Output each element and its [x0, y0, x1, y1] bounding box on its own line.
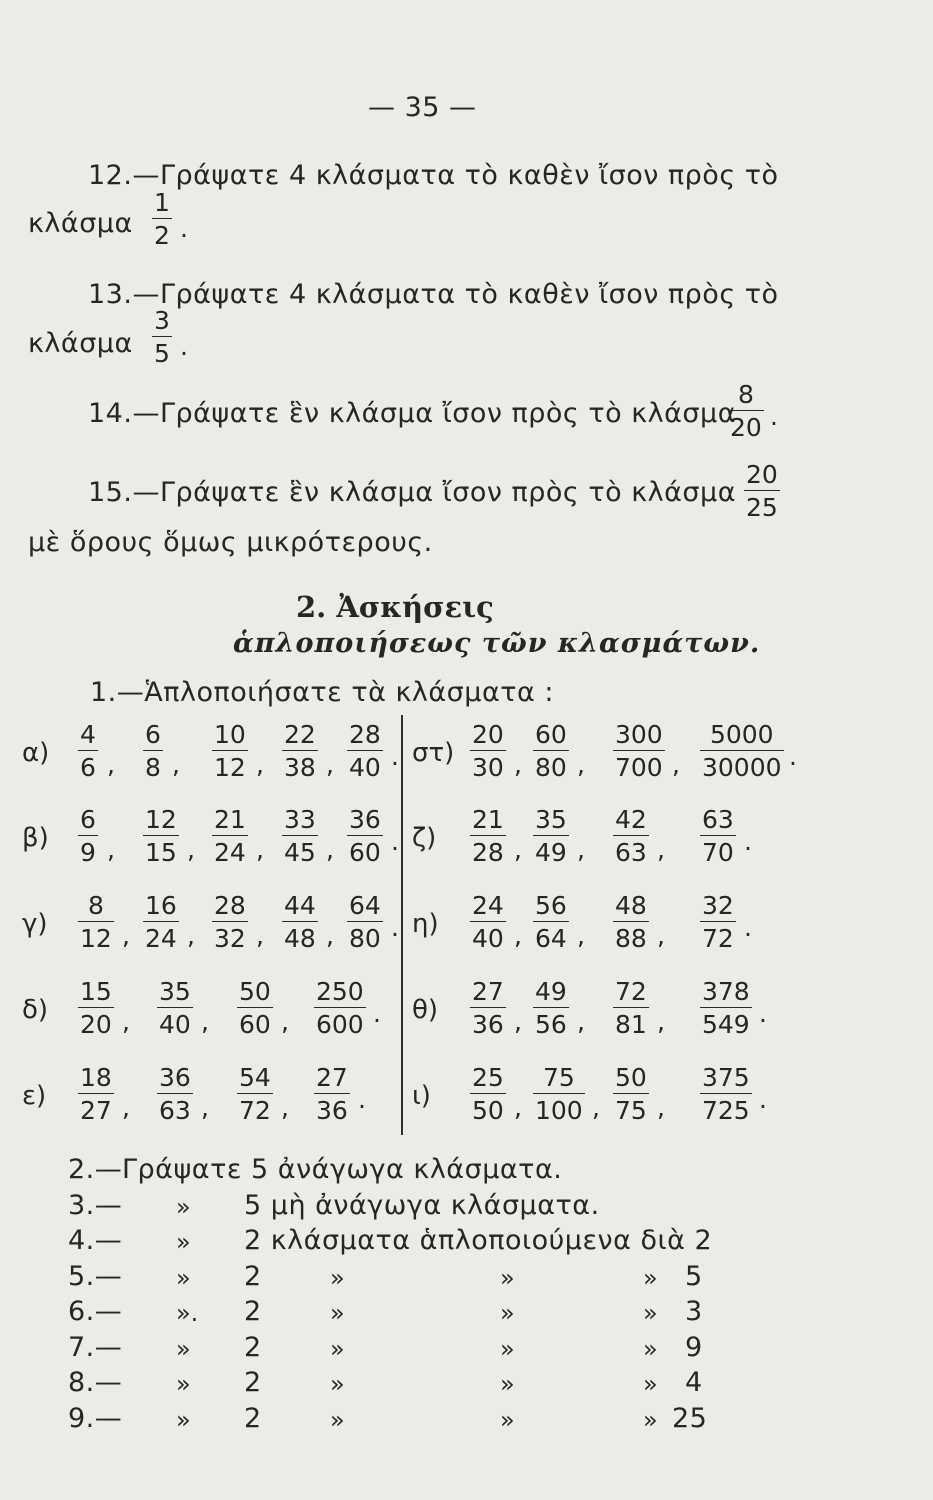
- denominator: 63: [157, 1093, 193, 1123]
- fraction: [78, 979, 114, 1037]
- denominator: 549: [700, 1007, 752, 1037]
- exercise-count: 2: [244, 1332, 262, 1363]
- denominator: 60: [347, 835, 383, 865]
- problem-15-tail: μὲ ὅρους ὅμως μικρότερους.: [28, 527, 433, 558]
- denominator: 2: [152, 218, 172, 248]
- denominator: 81: [613, 1007, 649, 1037]
- comma: ,: [201, 1093, 209, 1122]
- ditto-mark: »: [176, 1406, 191, 1434]
- numerator: 63: [702, 805, 734, 834]
- numerator: 21: [472, 805, 504, 834]
- ditto-mark: »: [500, 1406, 515, 1434]
- ditto-mark: »: [330, 1299, 345, 1327]
- denominator: 80: [533, 750, 569, 780]
- comma: ,: [122, 921, 130, 950]
- numerator: 50: [615, 1063, 647, 1092]
- denominator: 5: [152, 336, 172, 366]
- numerator: 27: [316, 1063, 348, 1092]
- exercise-count: 2: [244, 1296, 262, 1327]
- period: .: [744, 913, 752, 942]
- ditto-mark: »: [176, 1264, 191, 1292]
- denominator: 72: [237, 1093, 273, 1123]
- denominator: 40: [157, 1007, 193, 1037]
- comma: ,: [657, 921, 665, 950]
- comma: ,: [672, 750, 680, 779]
- fraction: [347, 893, 383, 951]
- section-subtitle: ἁπλοποιήσεως τῶν κλασμάτων.: [233, 628, 761, 659]
- fraction: [314, 1065, 350, 1123]
- fraction: [157, 979, 193, 1037]
- fraction: [700, 722, 784, 780]
- denominator: 6: [78, 750, 98, 780]
- denominator: 30: [470, 750, 506, 780]
- section-instruction: 1.—Ἁπλοποιήσατε τὰ κλάσματα :: [90, 677, 554, 708]
- denominator: 32: [212, 921, 248, 951]
- ditto-mark: »: [643, 1299, 658, 1327]
- comma: ,: [122, 1093, 130, 1122]
- fraction: [533, 722, 569, 780]
- numerator: 24: [472, 891, 504, 920]
- numerator: 72: [615, 977, 647, 1006]
- fraction: [533, 979, 569, 1037]
- fraction: [237, 979, 273, 1037]
- numerator: 36: [159, 1063, 191, 1092]
- period: .: [358, 1085, 366, 1114]
- group-label: δ): [22, 995, 49, 1025]
- comma: ,: [281, 1007, 289, 1036]
- exercise-number: 7.—: [68, 1332, 123, 1363]
- fraction: [78, 807, 98, 865]
- numerator: 75: [542, 1063, 575, 1092]
- comma: ,: [592, 1093, 600, 1122]
- numerator: 64: [349, 891, 381, 920]
- comma: ,: [577, 835, 585, 864]
- comma: ,: [577, 750, 585, 779]
- exercise-text: 5 μὴ ἀνάγωγα κλάσματα.: [244, 1190, 600, 1221]
- fraction: [613, 722, 665, 780]
- denominator: 24: [212, 835, 248, 865]
- numerator: 22: [284, 720, 316, 749]
- denominator: 100: [533, 1093, 585, 1123]
- comma: ,: [256, 835, 264, 864]
- ditto-mark: »: [500, 1370, 515, 1398]
- problem-13-fraction: [152, 308, 172, 366]
- divisor: 25: [672, 1403, 708, 1434]
- problem-14-fraction: [728, 382, 764, 440]
- fraction: [157, 1065, 193, 1123]
- fraction: [613, 1065, 649, 1123]
- fraction: [347, 722, 383, 780]
- numerator: 20: [472, 720, 504, 749]
- period: .: [391, 827, 399, 856]
- denominator: 8: [143, 750, 163, 780]
- numerator: 20: [746, 460, 778, 489]
- numerator: 35: [535, 805, 567, 834]
- denominator: 63: [613, 835, 649, 865]
- numerator: 300: [615, 720, 663, 749]
- ditto-mark: »: [176, 1228, 191, 1256]
- fraction: [212, 722, 248, 780]
- ditto-mark: »: [500, 1299, 515, 1327]
- ditto-mark: »: [643, 1370, 658, 1398]
- group-label: α): [22, 738, 50, 768]
- fraction: [470, 722, 506, 780]
- fraction: [143, 807, 179, 865]
- denominator: 40: [470, 921, 506, 951]
- denominator: 36: [470, 1007, 506, 1037]
- problem-14-line: 14.—Γράψατε ἓν κλάσμα ἴσον πρὸς τὸ κλάσμα: [88, 398, 736, 429]
- exercise-number: 6.—: [68, 1296, 123, 1327]
- comma: ,: [514, 835, 522, 864]
- divisor: 4: [685, 1367, 703, 1398]
- denominator: 48: [282, 921, 318, 951]
- numerator: 48: [615, 891, 647, 920]
- denominator: 70: [700, 835, 736, 865]
- page-number: — 35 —: [368, 92, 477, 123]
- fraction: [700, 893, 736, 951]
- numerator: 6: [80, 805, 96, 834]
- comma: ,: [657, 1007, 665, 1036]
- denominator: 45: [282, 835, 318, 865]
- exercise-number: 4.—: [68, 1225, 123, 1256]
- exercise-number: 5.—: [68, 1261, 123, 1292]
- exercise-number: 2.—: [68, 1154, 123, 1185]
- problem-12-line: 12.—Γράψατε 4 κλάσματα τὸ καθὲν ἴσον πρὸς τὸ: [88, 160, 779, 191]
- fraction: [700, 1065, 752, 1123]
- period: .: [391, 913, 399, 942]
- comma: ,: [326, 921, 334, 950]
- denominator: 60: [237, 1007, 273, 1037]
- ditto-mark: »: [643, 1406, 658, 1434]
- fraction: [613, 893, 649, 951]
- fraction: [282, 722, 318, 780]
- period: .: [759, 1085, 767, 1114]
- exercise-count: 2: [244, 1261, 262, 1292]
- numerator: 42: [615, 805, 647, 834]
- numerator: 28: [214, 891, 246, 920]
- comma: ,: [256, 921, 264, 950]
- denominator: 28: [470, 835, 506, 865]
- period: .: [759, 999, 767, 1028]
- fraction: [282, 893, 318, 951]
- problem-15-line: 15.—Γράψατε ἓν κλάσμα ἴσον πρὸς τὸ κλάσμα: [88, 477, 736, 508]
- comma: ,: [122, 1007, 130, 1036]
- fraction: [78, 1065, 114, 1123]
- numerator: 49: [535, 977, 567, 1006]
- comma: ,: [107, 750, 115, 779]
- fraction: [470, 807, 506, 865]
- denominator: 64: [533, 921, 569, 951]
- fraction: [143, 893, 179, 951]
- problem-12-tail: κλάσμα: [28, 208, 133, 239]
- comma: ,: [657, 1093, 665, 1122]
- exercise-number: 8.—: [68, 1367, 123, 1398]
- denominator: 56: [533, 1007, 569, 1037]
- numerator: 6: [145, 720, 161, 749]
- denominator: 9: [78, 835, 98, 865]
- numerator: 8: [737, 380, 754, 409]
- divisor: 3: [685, 1296, 703, 1327]
- period: .: [789, 742, 797, 771]
- problem-13-tail: κλάσμα: [28, 328, 133, 359]
- numerator: 25: [472, 1063, 504, 1092]
- ditto-mark: »: [330, 1370, 345, 1398]
- fraction: [78, 893, 114, 951]
- fraction: [212, 893, 248, 951]
- numerator: 50: [239, 977, 271, 1006]
- comma: ,: [187, 921, 195, 950]
- denominator: 20: [728, 410, 764, 440]
- comma: ,: [514, 750, 522, 779]
- numerator: 1: [154, 188, 170, 217]
- denominator: 40: [347, 750, 383, 780]
- fraction: [533, 1065, 585, 1123]
- numerator: 56: [535, 891, 567, 920]
- denominator: 88: [613, 921, 649, 951]
- ditto-mark: »: [643, 1264, 658, 1292]
- numerator: 60: [535, 720, 567, 749]
- comma: ,: [326, 835, 334, 864]
- fraction: [470, 979, 506, 1037]
- denominator: 12: [78, 921, 114, 951]
- numerator: 28: [349, 720, 381, 749]
- ditto-mark: »: [643, 1335, 658, 1363]
- comma: ,: [514, 1007, 522, 1036]
- numerator: 16: [145, 891, 177, 920]
- fraction: [347, 807, 383, 865]
- numerator: 3: [154, 306, 170, 335]
- comma: ,: [201, 1007, 209, 1036]
- fraction: [78, 722, 98, 780]
- ditto-mark: ».: [176, 1299, 199, 1327]
- exercise-text: Γράψατε 5 ἀνάγωγα κλάσματα.: [122, 1154, 563, 1185]
- fraction: [700, 807, 736, 865]
- numerator: 21: [214, 805, 246, 834]
- denominator: 25: [744, 490, 780, 520]
- numerator: 33: [284, 805, 316, 834]
- ditto-mark: »: [330, 1406, 345, 1434]
- ditto-mark: »: [176, 1193, 191, 1221]
- denominator: 700: [613, 750, 665, 780]
- group-label: β): [22, 823, 49, 853]
- group-label: γ): [22, 909, 48, 939]
- fraction: [613, 807, 649, 865]
- denominator: 20: [78, 1007, 114, 1037]
- numerator: 15: [80, 977, 112, 1006]
- ditto-mark: »: [330, 1264, 345, 1292]
- comma: ,: [577, 1007, 585, 1036]
- numerator: 378: [702, 977, 750, 1006]
- comma: ,: [657, 835, 665, 864]
- comma: ,: [326, 750, 334, 779]
- problem-12-fraction: [152, 190, 172, 248]
- ditto-mark: »: [500, 1335, 515, 1363]
- numerator: 4: [80, 720, 96, 749]
- ditto-mark: »: [330, 1335, 345, 1363]
- exercise-text: 2 κλάσματα ἁπλοποιούμενα διὰ 2: [244, 1225, 713, 1256]
- numerator: 10: [214, 720, 246, 749]
- problem-13-line: 13.—Γράψατε 4 κλάσματα τὸ καθὲν ἴσον πρὸς τὸ: [88, 279, 779, 310]
- denominator: 80: [347, 921, 383, 951]
- divisor: 9: [685, 1332, 703, 1363]
- comma: ,: [107, 835, 115, 864]
- group-label: ε): [22, 1081, 47, 1111]
- denominator: 75: [613, 1093, 649, 1123]
- denominator: 15: [143, 835, 179, 865]
- comma: ,: [281, 1093, 289, 1122]
- period: .: [373, 999, 381, 1028]
- numerator: 5000: [709, 720, 774, 749]
- section-title: 2. Ἀσκήσεις: [296, 590, 494, 624]
- denominator: 27: [78, 1093, 114, 1123]
- ditto-mark: »: [500, 1264, 515, 1292]
- denominator: 12: [212, 750, 248, 780]
- comma: ,: [577, 921, 585, 950]
- group-label: ζ): [412, 823, 437, 853]
- group-label: η): [412, 909, 439, 939]
- numerator: 27: [472, 977, 504, 1006]
- numerator: 44: [284, 891, 316, 920]
- denominator: 38: [282, 750, 318, 780]
- exercise-number: 9.—: [68, 1403, 123, 1434]
- denominator: 72: [700, 921, 736, 951]
- exercise-number: 3.—: [68, 1190, 123, 1221]
- fraction: [143, 722, 163, 780]
- denominator: 49: [533, 835, 569, 865]
- numerator: 250: [316, 977, 364, 1006]
- fraction: [533, 807, 569, 865]
- divisor: 5: [685, 1261, 703, 1292]
- denominator: 725: [700, 1093, 752, 1123]
- period: .: [744, 827, 752, 856]
- fraction: [700, 979, 752, 1037]
- fraction: [237, 1065, 273, 1123]
- problem-15-fraction: [744, 462, 780, 520]
- fraction: [470, 1065, 506, 1123]
- comma: ,: [172, 750, 180, 779]
- comma: ,: [187, 835, 195, 864]
- numerator: 32: [702, 891, 734, 920]
- exercise-count: 2: [244, 1367, 262, 1398]
- column-divider: [401, 715, 403, 1135]
- fraction: [314, 979, 366, 1037]
- fraction: [470, 893, 506, 951]
- denominator: 600: [314, 1007, 366, 1037]
- fraction: [613, 979, 649, 1037]
- group-label: θ): [412, 995, 439, 1025]
- ditto-mark: »: [176, 1335, 191, 1363]
- numerator: 18: [80, 1063, 112, 1092]
- numerator: 8: [87, 891, 104, 920]
- denominator: 36: [314, 1093, 350, 1123]
- denominator: 24: [143, 921, 179, 951]
- comma: ,: [514, 921, 522, 950]
- numerator: 36: [349, 805, 381, 834]
- exercise-count: 2: [244, 1403, 262, 1434]
- numerator: 375: [702, 1063, 750, 1092]
- group-label: ι): [412, 1081, 431, 1111]
- fraction: [212, 807, 248, 865]
- numerator: 54: [239, 1063, 271, 1092]
- ditto-mark: »: [176, 1370, 191, 1398]
- comma: ,: [514, 1093, 522, 1122]
- numerator: 12: [145, 805, 177, 834]
- comma: ,: [256, 750, 264, 779]
- denominator: 30000: [700, 750, 784, 780]
- fraction: [282, 807, 318, 865]
- period: .: [391, 742, 399, 771]
- fraction: [533, 893, 569, 951]
- numerator: 35: [159, 977, 191, 1006]
- denominator: 50: [470, 1093, 506, 1123]
- group-label: στ): [412, 738, 455, 768]
